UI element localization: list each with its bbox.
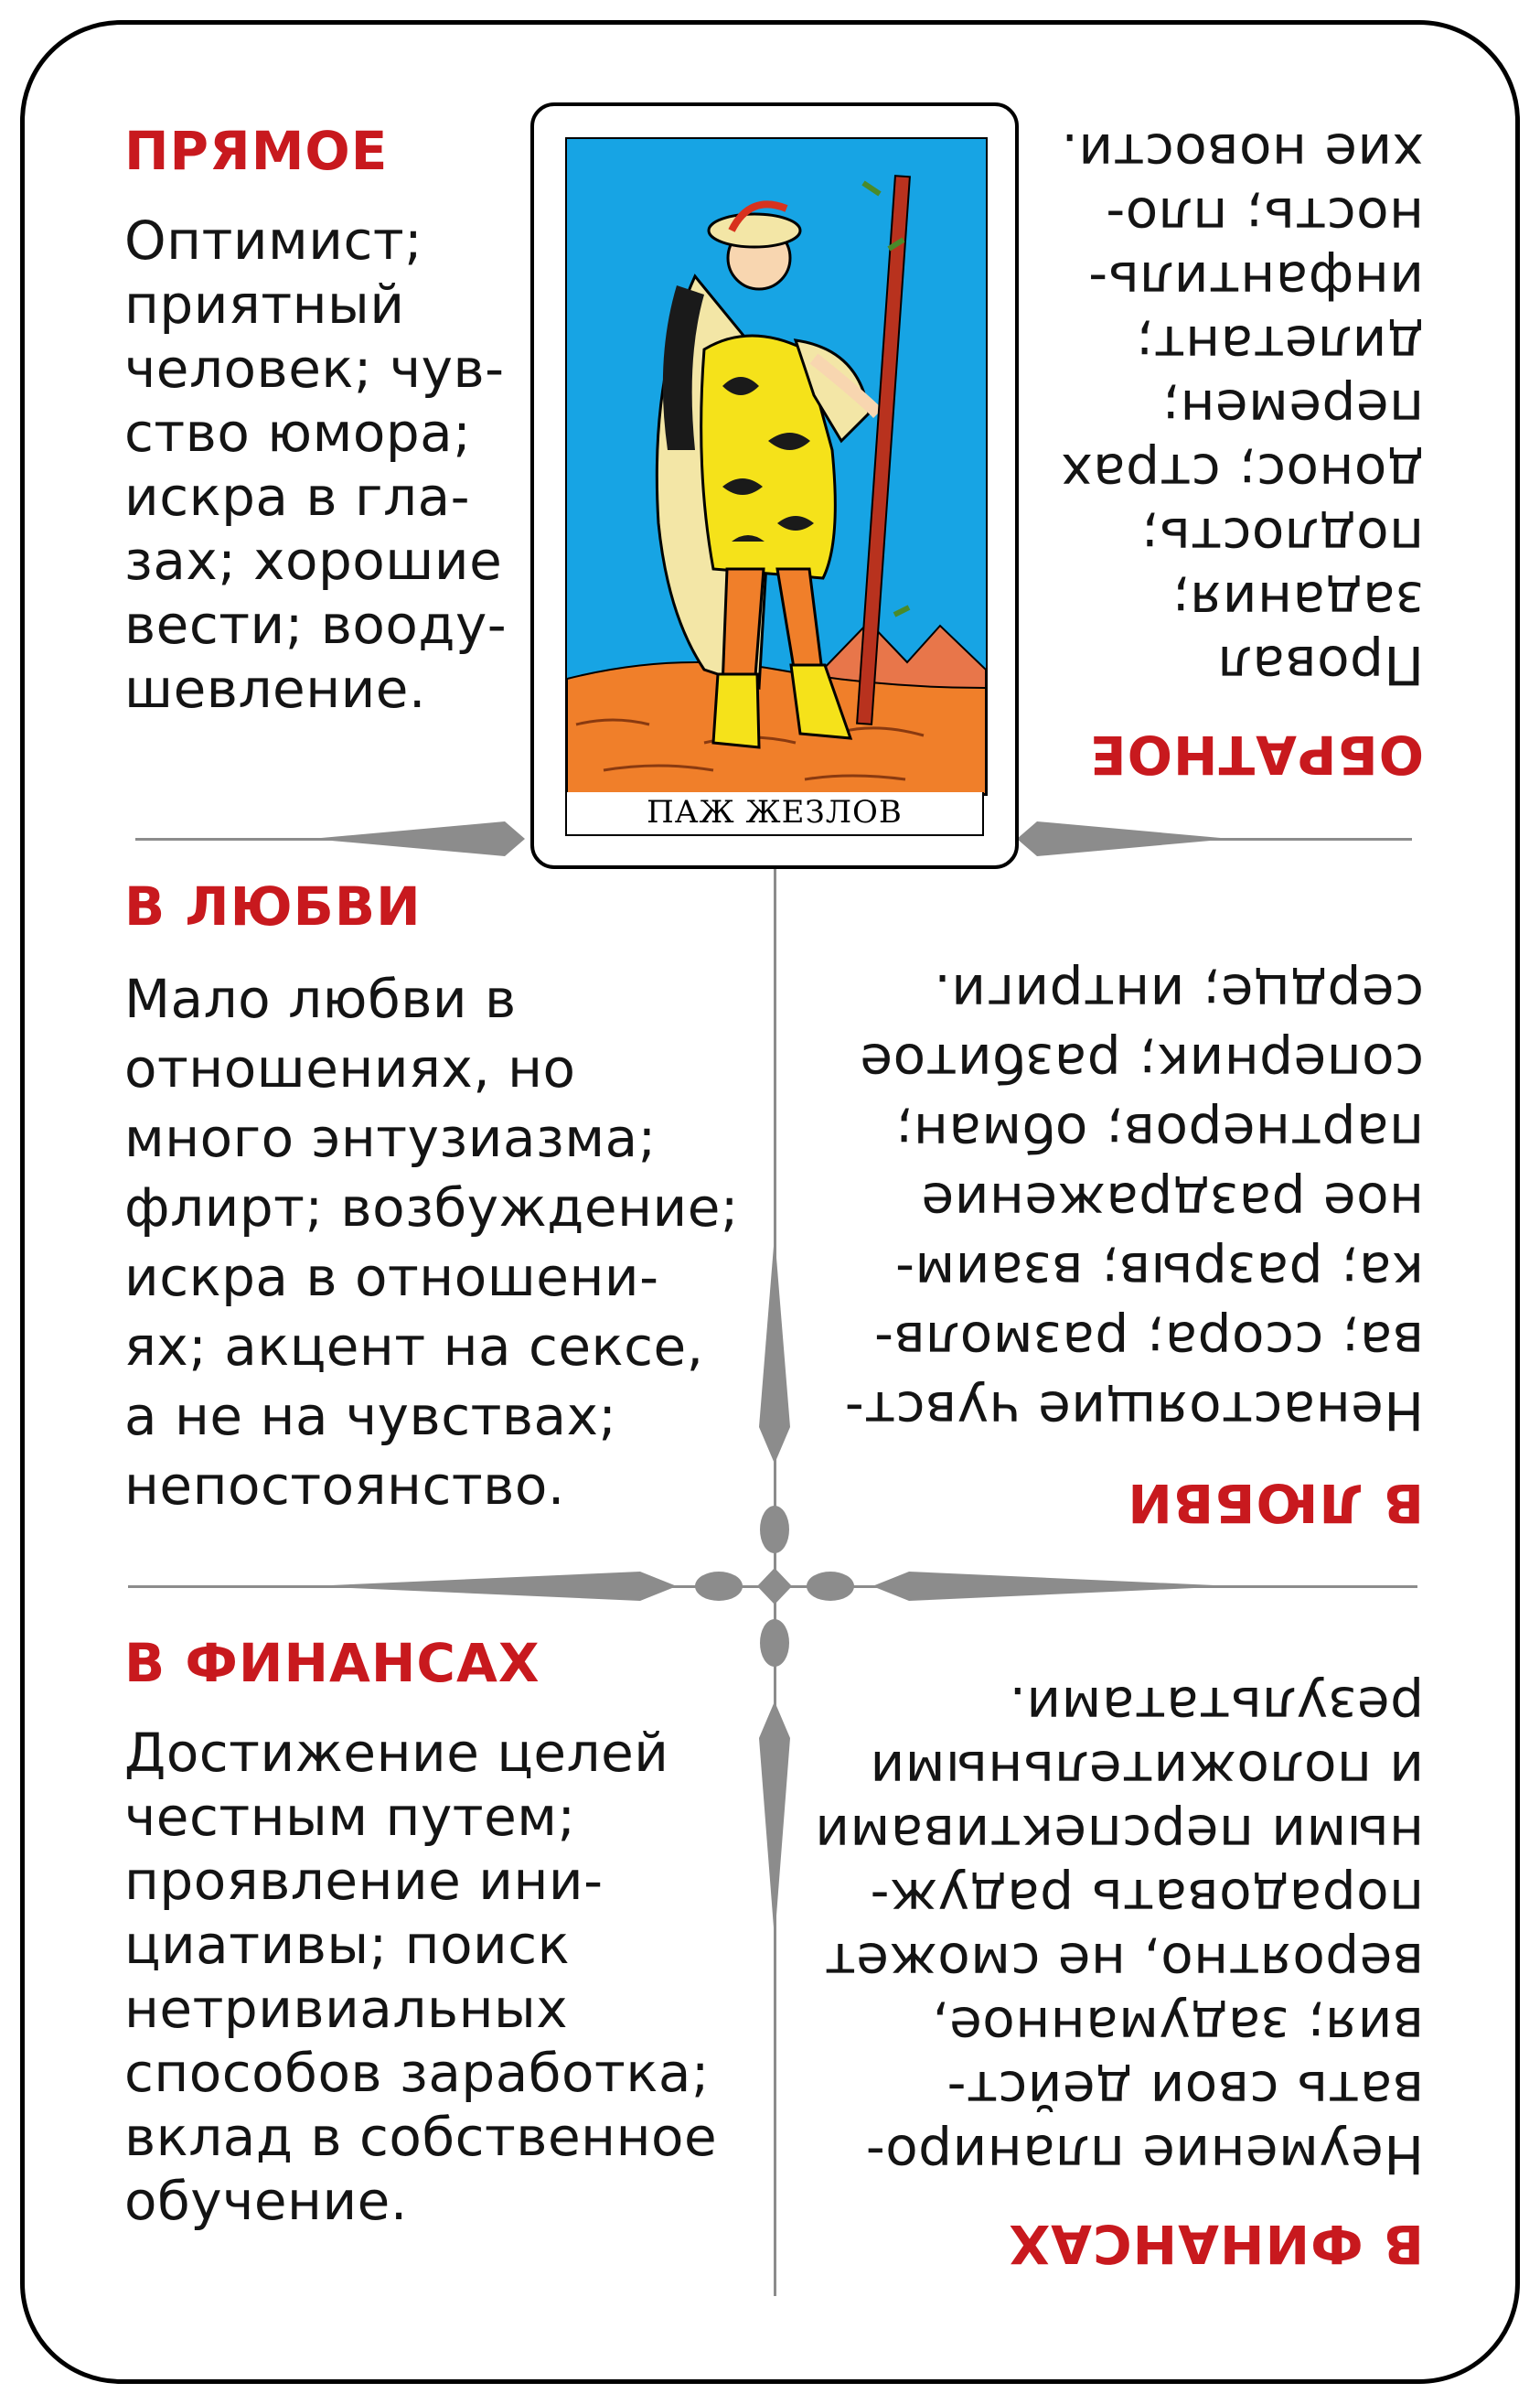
top-divider-left-arrow	[311, 821, 525, 856]
center-dot-top	[760, 1506, 789, 1553]
top-divider-right-arrow	[1017, 821, 1231, 856]
text-line: Оптимист;	[124, 209, 423, 272]
text-line: вклад в собственное	[124, 2106, 718, 2168]
finance-reversed-title: В ФИНАНСАХ	[1008, 2213, 1424, 2275]
text-line: сердце; интриги.	[933, 962, 1424, 1025]
center-diamond	[757, 1568, 792, 1604]
text-line: ка; разрыв; взаим-	[894, 1240, 1424, 1303]
text-line: приятный	[124, 274, 405, 336]
text-line: соперник; разбитое	[859, 1032, 1424, 1094]
upright-section	[124, 120, 746, 721]
love-reversed-text	[793, 959, 1424, 1445]
finance-title: В ФИНАНСАХ	[124, 1632, 540, 1694]
text-line: вать свои дейст-	[946, 2059, 1424, 2121]
upright-text	[124, 209, 746, 721]
text-line: ное раздражение	[921, 1171, 1424, 1233]
love-reversed-title: В ЛЮБВИ	[1127, 1472, 1424, 1534]
text-line: Мало любви в	[124, 968, 517, 1030]
text-line: вия; задуманное,	[931, 1995, 1424, 2057]
love-reversed-section	[793, 959, 1424, 1534]
text-line: задания;	[1171, 570, 1424, 632]
text-line: и положительными	[870, 1739, 1424, 1801]
vertical-arrow-top	[759, 1235, 790, 1464]
text-line: Провал	[1217, 634, 1424, 696]
center-dot-right	[807, 1572, 854, 1601]
finance-text	[124, 1721, 746, 2233]
text-line: результатами.	[1009, 1675, 1424, 1737]
text-line: флирт; возбуждение;	[124, 1176, 739, 1239]
upright-title: ПРЯМОЕ	[124, 120, 389, 182]
text-line: Неумение планиро-	[865, 2123, 1424, 2185]
finance-reversed-section	[793, 1674, 1424, 2275]
text-line: много энтузиазма;	[124, 1107, 657, 1169]
text-line: человек; чув-	[124, 338, 505, 400]
text-line: партнеров; обман;	[894, 1101, 1424, 1164]
center-dot-bottom	[760, 1619, 789, 1667]
text-line: Достижение целей	[124, 1722, 669, 1784]
tarot-card-name: ПАЖ ЖЕЗЛОВ	[565, 792, 984, 836]
text-line: проявление ини-	[124, 1850, 604, 1912]
love-text	[124, 964, 746, 1520]
text-line: ными перспективами	[814, 1803, 1424, 1865]
text-line: порадовать радуж-	[870, 1867, 1424, 1929]
text-line: искра в гла-	[124, 466, 471, 528]
text-line: обучение.	[124, 2170, 408, 2232]
text-line: ность; пло-	[1105, 186, 1424, 248]
reversed-text	[793, 121, 1424, 697]
text-line: вероятно, не сможет	[824, 1931, 1424, 1993]
text-line: ство юмора;	[124, 402, 472, 464]
text-line: ях; акцент на сексе,	[124, 1315, 704, 1378]
center-dot-left	[695, 1572, 743, 1601]
text-line: шевление.	[124, 658, 426, 720]
text-line: вести; вооду-	[124, 594, 508, 656]
text-line: нетривиальных	[124, 1978, 569, 2040]
text-line: инфантиль-	[1087, 250, 1424, 312]
text-line: искра в отношени-	[124, 1246, 659, 1308]
love-section	[124, 875, 746, 1520]
text-line: а не на чувствах;	[124, 1385, 617, 1447]
text-line: зах; хорошие	[124, 530, 503, 592]
text-line: Ненастоящие чувст-	[844, 1379, 1424, 1442]
reversed-title: ОБРАТНОЕ	[1089, 724, 1424, 786]
text-line: циативы; поиск	[124, 1914, 571, 1976]
text-line: честным путем;	[124, 1786, 576, 1848]
text-line: подлость;	[1140, 506, 1424, 568]
text-line: донос; страх	[1060, 442, 1424, 504]
text-line: способов заработка;	[124, 2042, 710, 2104]
finance-reversed-text	[793, 1674, 1424, 2186]
middle-arrow-right	[872, 1572, 1235, 1601]
text-line: отношениях, но	[124, 1037, 576, 1100]
text-line: дилетант;	[1135, 314, 1424, 376]
reversed-section	[793, 121, 1424, 786]
middle-arrow-left	[311, 1572, 677, 1601]
love-title: В ЛЮБВИ	[124, 875, 422, 938]
text-line: ва; ссора; размолв-	[873, 1310, 1424, 1372]
text-line: перемен;	[1160, 378, 1424, 440]
text-line: хие новости.	[1060, 122, 1424, 184]
text-line: непостоянство.	[124, 1454, 565, 1517]
finance-section	[124, 1632, 746, 2233]
vertical-arrow-bottom	[759, 1701, 790, 1939]
